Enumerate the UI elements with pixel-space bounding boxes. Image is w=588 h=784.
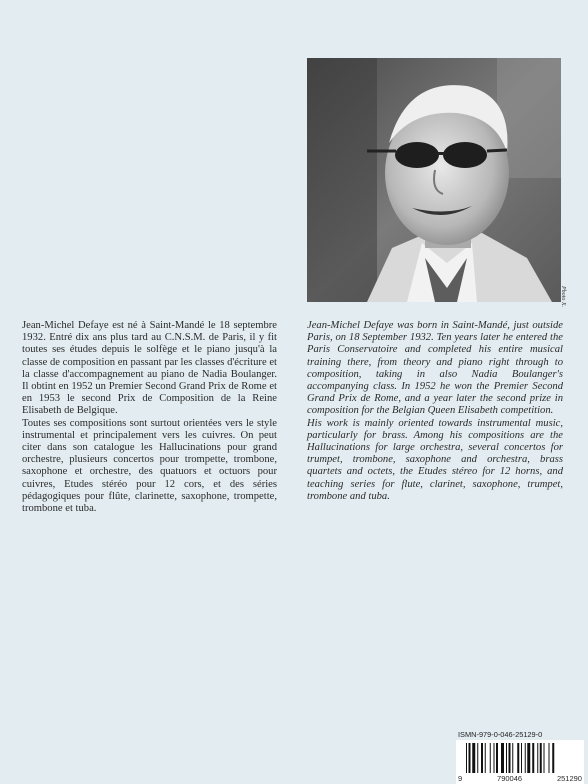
french-paragraph: Toutes ses compositions sont surtout orientées vers le style instrumental et principalement vers les cuivres. On peut citer dans son catalogue les Hallucinations pour grand orchestre, plusieurs concertos pour trompette, trombone, saxophone et orchestre, des quatuors et octuors pour cuivres, Etudes stéréo pour 12 cors, et des séries pédagogiques pour flûte, clarinette, saxophone, trompette, trombone et tuba.: [22, 417, 277, 515]
barcode-bar: [509, 743, 511, 773]
barcode-bars: [466, 743, 578, 773]
barcode-bar: [472, 743, 475, 773]
barcode-bar: [481, 743, 483, 773]
barcode-bar: [512, 743, 513, 773]
barcode-bar: [477, 743, 478, 773]
english-biography: [307, 320, 563, 503]
barcode-bar: [517, 743, 519, 773]
french-paragraph: Jean-Michel Defaye est né à Saint-Mandé le 18 septembre 1932. Entré dix ans plus tard au C.N.S.M. de Paris, il y fit toutes ses études depuis le solfège et le piano jusqu'à la classe de composition en passant par les classes d'écriture et la classe d'accompagnement au piano de Nadia Boulanger. Il obtint en 1952 un Premier Second Grand Prix de Rome et en 1953 le second Prix de Composition de la Reine Elisabeth de Belgique.: [22, 320, 277, 417]
barcode-bar: [494, 743, 495, 773]
barcode-bar: [496, 743, 498, 773]
english-paragraph: His work is mainly oriented towards instrumental music, particularly for brass. Among his compositions are the Hallucinations for large orchestra, several concertos for trumpet, trombone, saxophone and orchestra, brass quartets and octets, the Etudes stéreo for 12 horns, and teaching series for flute, clarinet, saxophone, trumpet, trombone and tuba.: [307, 417, 563, 502]
barcode-bar: [490, 743, 491, 773]
barcode-bar: [537, 743, 538, 773]
barcode-digits: [458, 774, 582, 783]
barcode-bar: [501, 743, 504, 773]
barcode-bar: [506, 743, 507, 773]
barcode-bar: [466, 743, 467, 773]
barcode-digits-left: 790046: [497, 774, 523, 783]
english-paragraph: Jean-Michel Defaye was born in Saint-Mandé, just outside Paris, on 18 September 1932. Ten years later he entered the Paris Conservatoire and completed his entire musical training there, from theory and piano right through to composition, taking in also Nadia Boulanger's accompanying class. In 1952 he won the Premier Second Grand Prix de Rome, and a year later the second prize in composition for the Belgian Queen Elisabeth competition.: [307, 320, 563, 417]
barcode-bar: [540, 743, 542, 773]
barcode-bar: [552, 743, 554, 773]
barcode-digit-first: 9: [458, 774, 463, 783]
composer-portrait-photo: [307, 58, 561, 302]
barcode: [456, 740, 584, 784]
ismn-number: ISMN-979-0-046-25129-0: [458, 730, 543, 739]
french-biography: [22, 320, 277, 515]
barcode-bar: [544, 743, 545, 773]
photo-credit: Photo X.: [560, 286, 566, 307]
barcode-bar: [469, 743, 471, 773]
barcode-bar: [527, 743, 530, 773]
barcode-bar: [549, 743, 550, 773]
barcode-bar: [532, 743, 534, 773]
barcode-bar: [521, 743, 522, 773]
barcode-bar: [485, 743, 486, 773]
barcode-bar: [525, 743, 526, 773]
barcode-digits-right: 251290: [556, 774, 582, 783]
